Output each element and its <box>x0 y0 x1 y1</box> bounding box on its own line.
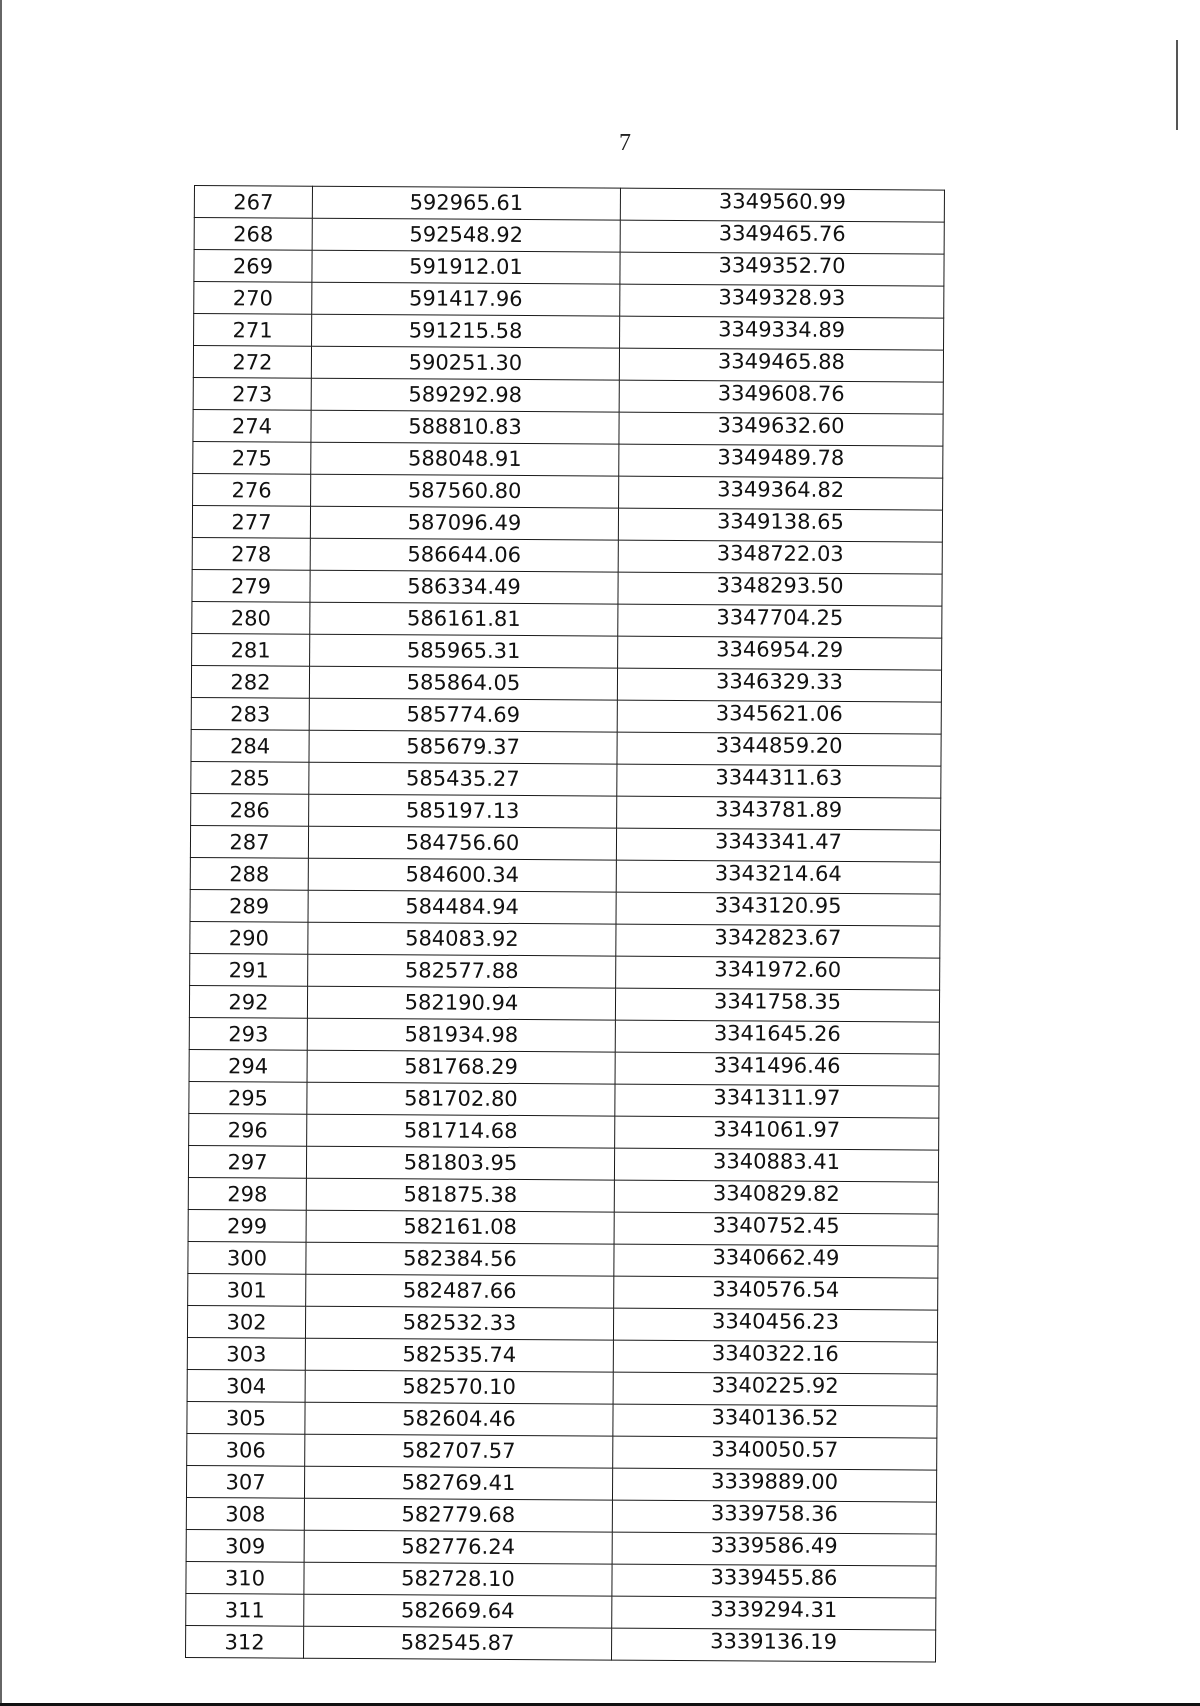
table-row <box>190 953 940 990</box>
x-coordinate-cell: 591912.01 <box>312 250 620 284</box>
y-coordinate-cell: 3349334.89 <box>620 316 944 350</box>
table-row <box>192 569 942 606</box>
point-number-cell: 286 <box>191 793 309 826</box>
table-row <box>186 1625 936 1662</box>
table-row <box>186 1561 936 1598</box>
table-row <box>192 537 942 574</box>
coordinate-table-container <box>185 185 944 1663</box>
y-coordinate-cell: 3348293.50 <box>618 572 942 606</box>
point-number-cell: 298 <box>188 1177 306 1210</box>
point-number-cell: 280 <box>192 601 310 634</box>
y-coordinate-cell: 3342823.67 <box>616 924 940 958</box>
point-number-cell: 277 <box>192 505 310 538</box>
point-number-cell: 307 <box>186 1465 304 1498</box>
point-number-cell: 305 <box>187 1401 305 1434</box>
x-coordinate-cell: 586161.81 <box>310 602 618 636</box>
y-coordinate-cell: 3340752.45 <box>614 1212 938 1246</box>
table-row <box>188 1273 938 1310</box>
x-coordinate-cell: 585774.69 <box>309 698 617 732</box>
x-coordinate-cell: 588810.83 <box>311 410 619 444</box>
table-row <box>189 1049 939 1086</box>
x-coordinate-cell: 584756.60 <box>308 826 616 860</box>
table-row <box>187 1305 937 1342</box>
y-coordinate-cell: 3349138.65 <box>618 508 942 542</box>
table-row <box>189 1081 939 1118</box>
table-row <box>190 921 940 958</box>
y-coordinate-cell: 3341061.97 <box>615 1116 939 1150</box>
x-coordinate-cell: 585965.31 <box>310 634 618 668</box>
x-coordinate-cell: 581934.98 <box>307 1018 615 1052</box>
point-number-cell: 271 <box>194 314 312 347</box>
x-coordinate-cell: 592965.61 <box>312 186 620 220</box>
y-coordinate-cell: 3345621.06 <box>617 700 941 734</box>
table-row <box>192 601 942 638</box>
point-number-cell: 273 <box>193 377 311 410</box>
point-number-cell: 295 <box>189 1081 307 1114</box>
y-coordinate-cell: 3343214.64 <box>616 860 940 894</box>
x-coordinate-cell: 585197.13 <box>309 794 617 828</box>
x-coordinate-cell: 589292.98 <box>311 378 619 412</box>
point-number-cell: 283 <box>191 697 309 730</box>
x-coordinate-cell: 585435.27 <box>309 762 617 796</box>
point-number-cell: 301 <box>188 1273 306 1306</box>
y-coordinate-cell: 3340456.23 <box>613 1308 937 1342</box>
x-coordinate-cell: 582669.64 <box>304 1594 612 1628</box>
x-coordinate-cell: 582776.24 <box>304 1530 612 1564</box>
y-coordinate-cell: 3344859.20 <box>617 732 941 766</box>
point-number-cell: 275 <box>193 441 311 474</box>
point-number-cell: 303 <box>187 1337 305 1370</box>
point-number-cell: 284 <box>191 729 309 762</box>
point-number-cell: 299 <box>188 1209 306 1242</box>
table-row <box>188 1241 938 1278</box>
table-row <box>190 825 940 862</box>
y-coordinate-cell: 3340829.82 <box>614 1180 938 1214</box>
point-number-cell: 302 <box>187 1305 305 1338</box>
point-number-cell: 281 <box>192 633 310 666</box>
table-row <box>192 505 942 542</box>
y-coordinate-cell: 3340322.16 <box>613 1340 937 1374</box>
y-coordinate-cell: 3341972.60 <box>616 956 940 990</box>
y-coordinate-cell: 3349632.60 <box>619 412 943 446</box>
y-coordinate-cell: 3343120.95 <box>616 892 940 926</box>
y-coordinate-cell: 3349560.99 <box>620 188 944 222</box>
point-number-cell: 300 <box>188 1241 306 1274</box>
table-row <box>191 665 941 702</box>
y-coordinate-cell: 3340883.41 <box>614 1148 938 1182</box>
y-coordinate-cell: 3341311.97 <box>615 1084 939 1118</box>
point-number-cell: 267 <box>194 186 312 219</box>
table-row <box>189 1113 939 1150</box>
x-coordinate-cell: 581803.95 <box>306 1146 614 1180</box>
point-number-cell: 270 <box>194 282 312 315</box>
table-row <box>193 441 943 478</box>
table-row <box>186 1465 936 1502</box>
y-coordinate-cell: 3339586.49 <box>612 1532 936 1566</box>
table-row <box>194 282 944 319</box>
table-row <box>187 1401 937 1438</box>
point-number-cell: 308 <box>186 1497 304 1530</box>
x-coordinate-cell: 582779.68 <box>304 1498 612 1532</box>
table-row <box>186 1593 936 1630</box>
coordinate-table-body <box>186 186 945 1663</box>
table-row <box>188 1209 938 1246</box>
y-coordinate-cell: 3339455.86 <box>612 1564 936 1598</box>
table-row <box>194 218 944 255</box>
x-coordinate-cell: 582532.33 <box>305 1306 613 1340</box>
x-coordinate-cell: 582535.74 <box>305 1338 613 1372</box>
point-number-cell: 289 <box>190 889 308 922</box>
y-coordinate-cell: 3343341.47 <box>616 828 940 862</box>
table-row <box>191 729 941 766</box>
x-coordinate-cell: 582728.10 <box>304 1562 612 1596</box>
point-number-cell: 278 <box>192 537 310 570</box>
y-coordinate-cell: 3339889.00 <box>612 1468 936 1502</box>
y-coordinate-cell: 3349465.88 <box>619 348 943 382</box>
x-coordinate-cell: 582487.66 <box>306 1274 614 1308</box>
table-row <box>188 1177 938 1214</box>
coordinate-table <box>185 185 945 1663</box>
x-coordinate-cell: 581768.29 <box>307 1050 615 1084</box>
x-coordinate-cell: 587560.80 <box>311 474 619 508</box>
table-row <box>187 1369 937 1406</box>
y-coordinate-cell: 3340050.57 <box>613 1436 937 1470</box>
x-coordinate-cell: 588048.91 <box>311 442 619 476</box>
table-row <box>192 633 942 670</box>
x-coordinate-cell: 581875.38 <box>306 1178 614 1212</box>
y-coordinate-cell: 3349352.70 <box>620 252 944 286</box>
x-coordinate-cell: 582384.56 <box>306 1242 614 1276</box>
point-number-cell: 285 <box>191 761 309 794</box>
x-coordinate-cell: 582604.46 <box>305 1402 613 1436</box>
x-coordinate-cell: 590251.30 <box>311 346 619 380</box>
point-number-cell: 293 <box>189 1017 307 1050</box>
y-coordinate-cell: 3339136.19 <box>611 1628 935 1662</box>
table-row <box>186 1529 936 1566</box>
y-coordinate-cell: 3348722.03 <box>618 540 942 574</box>
x-coordinate-cell: 582577.88 <box>308 954 616 988</box>
y-coordinate-cell: 3349328.93 <box>620 284 944 318</box>
point-number-cell: 311 <box>186 1593 304 1626</box>
x-coordinate-cell: 581714.68 <box>307 1114 615 1148</box>
point-number-cell: 304 <box>187 1369 305 1402</box>
point-number-cell: 297 <box>188 1145 306 1178</box>
point-number-cell: 276 <box>193 473 311 506</box>
table-row <box>187 1433 937 1470</box>
x-coordinate-cell: 582707.57 <box>305 1434 613 1468</box>
y-coordinate-cell: 3339758.36 <box>612 1500 936 1534</box>
point-number-cell: 288 <box>190 857 308 890</box>
table-row <box>193 377 943 414</box>
point-number-cell: 287 <box>190 825 308 858</box>
x-coordinate-cell: 582545.87 <box>304 1626 612 1660</box>
table-row <box>194 314 944 351</box>
point-number-cell: 309 <box>186 1529 304 1562</box>
point-number-cell: 296 <box>189 1113 307 1146</box>
x-coordinate-cell: 586334.49 <box>310 570 618 604</box>
x-coordinate-cell: 586644.06 <box>310 538 618 572</box>
table-row <box>193 473 943 510</box>
point-number-cell: 279 <box>192 569 310 602</box>
x-coordinate-cell: 582570.10 <box>305 1370 613 1404</box>
point-number-cell: 269 <box>194 250 312 283</box>
point-number-cell: 268 <box>194 218 312 251</box>
table-row <box>187 1337 937 1374</box>
x-coordinate-cell: 585679.37 <box>309 730 617 764</box>
y-coordinate-cell: 3349364.82 <box>619 476 943 510</box>
y-coordinate-cell: 3340662.49 <box>614 1244 938 1278</box>
x-coordinate-cell: 584600.34 <box>308 858 616 892</box>
table-row <box>188 1145 938 1182</box>
point-number-cell: 294 <box>189 1049 307 1082</box>
y-coordinate-cell: 3349608.76 <box>619 380 943 414</box>
table-row <box>190 889 940 926</box>
x-coordinate-cell: 592548.92 <box>312 218 620 252</box>
x-coordinate-cell: 584083.92 <box>308 922 616 956</box>
table-row <box>186 1497 936 1534</box>
y-coordinate-cell: 3344311.63 <box>617 764 941 798</box>
point-number-cell: 292 <box>189 985 307 1018</box>
y-coordinate-cell: 3340576.54 <box>614 1276 938 1310</box>
y-coordinate-cell: 3340136.52 <box>613 1404 937 1438</box>
y-coordinate-cell: 3349489.78 <box>619 444 943 478</box>
x-coordinate-cell: 582161.08 <box>306 1210 614 1244</box>
point-number-cell: 312 <box>186 1625 304 1658</box>
scan-right-mark <box>1176 40 1178 130</box>
x-coordinate-cell: 581702.80 <box>307 1082 615 1116</box>
x-coordinate-cell: 591417.96 <box>312 282 620 316</box>
y-coordinate-cell: 3341758.35 <box>615 988 939 1022</box>
x-coordinate-cell: 584484.94 <box>308 890 616 924</box>
scan-left-edge <box>0 0 2 1706</box>
x-coordinate-cell: 591215.58 <box>312 314 620 348</box>
y-coordinate-cell: 3347704.25 <box>618 604 942 638</box>
x-coordinate-cell: 587096.49 <box>310 506 618 540</box>
table-row <box>189 1017 939 1054</box>
x-coordinate-cell: 582769.41 <box>304 1466 612 1500</box>
table-row <box>191 793 941 830</box>
table-row <box>190 857 940 894</box>
table-row <box>191 697 941 734</box>
y-coordinate-cell: 3341645.26 <box>615 1020 939 1054</box>
point-number-cell: 290 <box>190 921 308 954</box>
table-row <box>193 409 943 446</box>
x-coordinate-cell: 582190.94 <box>307 986 615 1020</box>
y-coordinate-cell: 3346954.29 <box>618 636 942 670</box>
y-coordinate-cell: 3346329.33 <box>617 668 941 702</box>
point-number-cell: 310 <box>186 1561 304 1594</box>
y-coordinate-cell: 3343781.89 <box>617 796 941 830</box>
point-number-cell: 272 <box>193 346 311 379</box>
table-row <box>194 250 944 287</box>
x-coordinate-cell: 585864.05 <box>309 666 617 700</box>
table-row <box>191 761 941 798</box>
point-number-cell: 306 <box>187 1433 305 1466</box>
point-number-cell: 291 <box>190 953 308 986</box>
y-coordinate-cell: 3339294.31 <box>612 1596 936 1630</box>
table-row <box>189 985 939 1022</box>
page-number: 7 <box>619 130 631 156</box>
point-number-cell: 274 <box>193 409 311 442</box>
table-row <box>193 346 943 383</box>
y-coordinate-cell: 3340225.92 <box>613 1372 937 1406</box>
y-coordinate-cell: 3341496.46 <box>615 1052 939 1086</box>
y-coordinate-cell: 3349465.76 <box>620 220 944 254</box>
table-row <box>194 186 944 223</box>
point-number-cell: 282 <box>191 665 309 698</box>
